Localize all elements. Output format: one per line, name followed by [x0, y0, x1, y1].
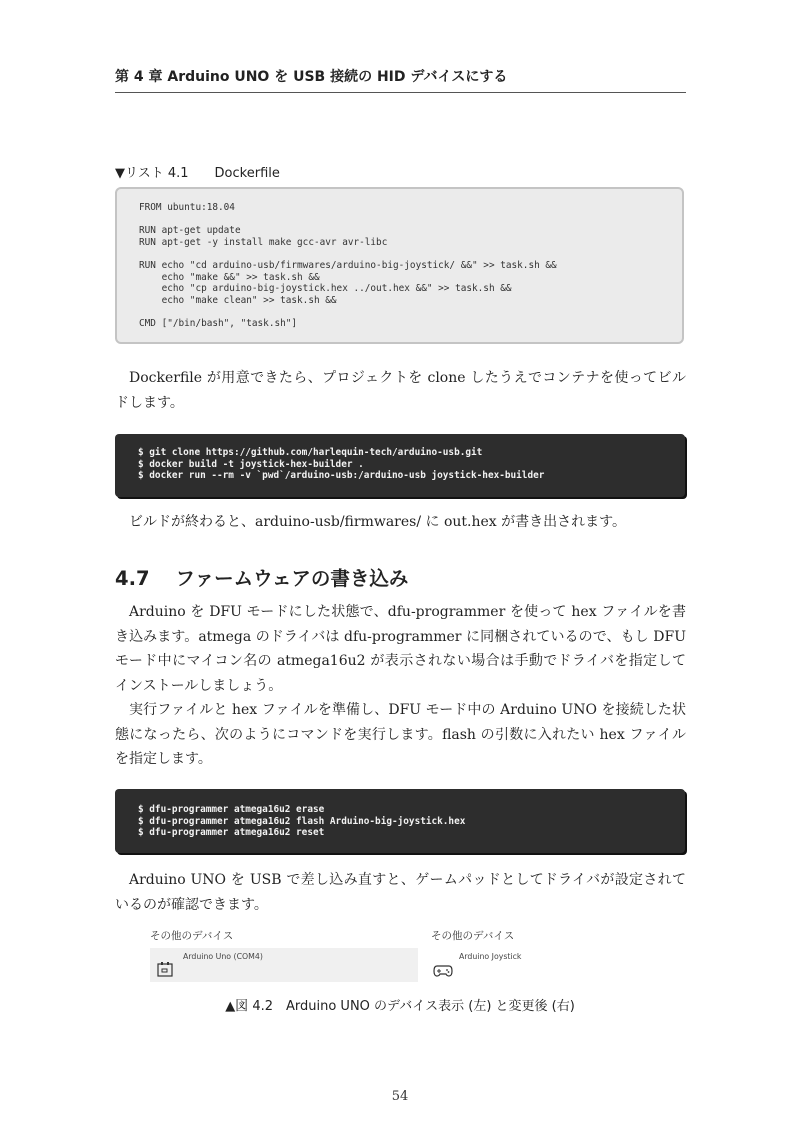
running-header: 第 4 章 Arduino UNO を USB 接続の HID デバイスにする	[115, 66, 686, 93]
device-row-arduino-uno	[150, 948, 418, 982]
page-number: 54	[391, 1089, 409, 1104]
device-group-heading: その他のデバイス	[150, 930, 234, 942]
section-heading	[115, 563, 408, 591]
listing-caption	[115, 162, 280, 181]
device-manager-figure	[150, 928, 686, 980]
listing-label: ▼リスト 4.1	[115, 166, 189, 181]
device-name: Arduino Uno (COM4)	[183, 952, 263, 961]
device-row-arduino-joystick	[431, 948, 686, 982]
build-commands: $ git clone https://github.com/harlequin-tech/arduino-usb.git $ docker build -t joystick-hex-builder . $ docker run --rm -v `pwd`/arduino-usb:/arduino-usb joystick-hex-builder	[138, 447, 545, 482]
device-panel-after	[431, 928, 686, 982]
section-number: 4.7	[115, 567, 150, 590]
paragraph-run-commands: 実行ファイルと hex ファイルを準備し、DFU モード中の Arduino UNO を接続した状態になったら、次のようにコマンドを実行します。flash の引数に入れたい hex ファイルを指定します。	[115, 702, 686, 767]
device-group-heading: その他のデバイス	[431, 930, 515, 942]
listing-title: Dockerfile	[214, 166, 280, 181]
device-panel-before	[150, 928, 418, 982]
paragraph-build-output: ビルドが終わると、arduino-usb/firmwares/ に out.hex が書き出されます。	[129, 514, 627, 530]
build-command-block	[115, 434, 685, 497]
figure-caption: ▲図 4.2 Arduino UNO のデバイス表示 (左) と変更後 (右)	[225, 999, 575, 1014]
dfu-commands: $ dfu-programmer atmega16u2 erase $ dfu-programmer atmega16u2 flash Arduino-big-joystick.hex $ dfu-programmer atmega16u2 reset	[138, 804, 466, 839]
dockerfile-code: FROM ubuntu:18.04 RUN apt-get update RUN apt-get -y install make gcc-avr avr-libc RUN echo "cd arduino-usb/firmwares/arduino-big-joystick/ &&" >> task.sh && echo "make &&" >> task.sh && echo "cp arduino-big-joystick.hex ../out.hex &&" >> task.sh && echo "make clean" >> task.sh && CMD ["/bin/bash", "task.sh"]	[139, 202, 557, 329]
device-name: Arduino Joystick	[459, 952, 522, 961]
paragraph-dockerfile-ready: Dockerfile が用意できたら、プロジェクトを clone したうえでコンテナを使ってビルドします。	[115, 370, 686, 411]
serial-port-icon	[157, 961, 173, 977]
paragraph-reconnect: Arduino UNO を USB で差し込み直すと、ゲームパッドとしてドライバが設定されているのが確認できます。	[115, 872, 686, 913]
dfu-command-block	[115, 789, 685, 853]
gamepad-icon	[433, 963, 453, 979]
dockerfile-code-block	[115, 187, 684, 344]
paragraph-dfu-mode: Arduino を DFU モードにした状態で、dfu-programmer を使って hex ファイルを書き込みます。atmega のドライバは dfu-programmer に同梱されているので、もし DFU モード中にマイコン名の atmega16u2 が表示されない場合は手動でドライバを指定してインストールしましょう。	[115, 604, 687, 694]
section-title-text: ファームウェアの書き込み	[175, 567, 409, 590]
